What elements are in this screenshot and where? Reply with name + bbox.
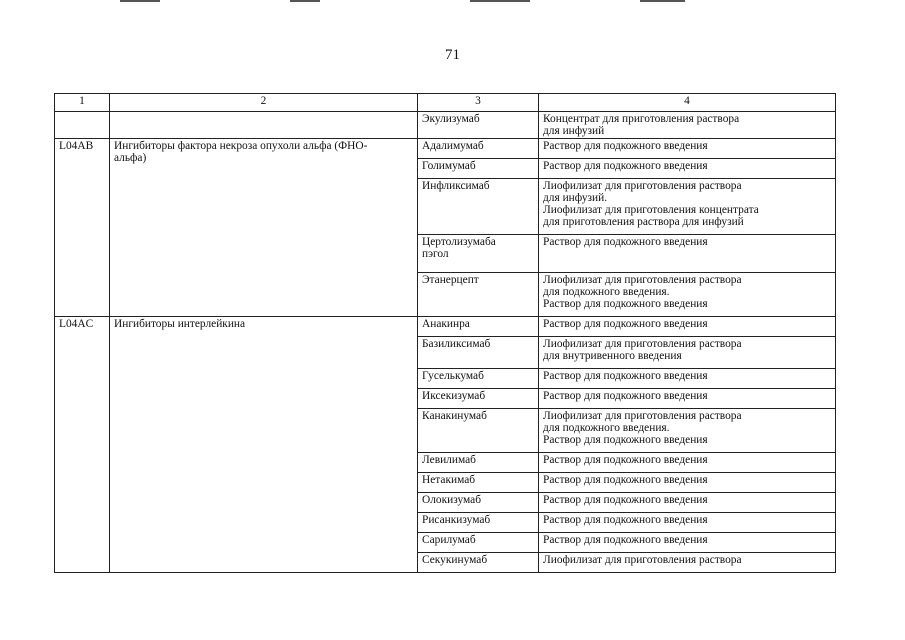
drug-name-cell: Голимумаб [418,159,539,179]
dosage-form-cell: Лиофилизат для приготовления раствора для подкожного введения. Раствор для подкожного введения [539,409,836,453]
dosage-form-cell: Раствор для подкожного введения [539,369,836,389]
drug-name-cell: Инфликсимаб [418,179,539,235]
page-number: 71 [445,47,460,63]
drug-name-cell: Цертолизумаба пэгол [418,235,539,273]
table-header-row [55,94,836,112]
dosage-form-cell: Лиофилизат для приготовления раствора для подкожного введения. Раствор для подкожного введения [539,273,836,317]
dosage-form-cell: Раствор для подкожного введения [539,159,836,179]
drug-name-cell: Сарилумаб [418,533,539,553]
drug-name-cell: Нетакимаб [418,473,539,493]
group-name-cell: Ингибиторы фактора некроза опухоли альфа (ФНО- альфа) [110,139,418,317]
column-header: 1 [55,94,110,112]
drug-name-cell: Базиликсимаб [418,337,539,369]
drug-name-cell: Олокизумаб [418,493,539,513]
column-header: 2 [110,94,418,112]
drug-name-cell: Анакинра [418,317,539,337]
table-row [55,112,836,139]
drug-name-cell: Рисанкизумаб [418,513,539,533]
drug-name-cell: Иксекизумаб [418,389,539,409]
dosage-form-cell: Концентрат для приготовления раствора для инфузий [539,112,836,139]
dosage-form-cell: Раствор для подкожного введения [539,139,836,159]
drug-table [54,93,836,573]
drug-name-cell: Гуселькумаб [418,369,539,389]
dosage-form-cell: Раствор для подкожного введения [539,493,836,513]
table-row [55,139,836,159]
atc-code-cell: L04AC [55,317,110,573]
dosage-form-cell: Раствор для подкожного введения [539,317,836,337]
column-header: 3 [418,94,539,112]
drug-name-cell: Экулизумаб [418,112,539,139]
dosage-form-cell: Раствор для подкожного введения [539,453,836,473]
dosage-form-cell: Раствор для подкожного введения [539,389,836,409]
table-body [55,112,836,573]
scan-edge-mark [290,0,320,2]
drug-name-cell: Канакинумаб [418,409,539,453]
scan-edge-mark [640,0,685,2]
column-header: 4 [539,94,836,112]
dosage-form-cell: Лиофилизат для приготовления раствора для инфузий. Лиофилизат для приготовления концентрата для приготовления раствора для инфузий [539,179,836,235]
group-name-cell [110,112,418,139]
group-name-cell: Ингибиторы интерлейкина [110,317,418,573]
dosage-form-cell: Раствор для подкожного введения [539,513,836,533]
scan-edge-mark [470,0,530,2]
dosage-form-cell: Раствор для подкожного введения [539,473,836,493]
drug-name-cell: Левилимаб [418,453,539,473]
atc-code-cell [55,112,110,139]
drug-name-cell: Этанерцепт [418,273,539,317]
dosage-form-cell: Раствор для подкожного введения [539,235,836,273]
drug-name-cell: Секукинумаб [418,553,539,573]
atc-code-cell: L04AB [55,139,110,317]
dosage-form-cell: Лиофилизат для приготовления раствора для внутривенного введения [539,337,836,369]
scan-edge-mark [120,0,160,2]
dosage-form-cell: Раствор для подкожного введения [539,533,836,553]
dosage-form-cell: Лиофилизат для приготовления раствора [539,553,836,573]
table-row [55,317,836,337]
drug-name-cell: Адалимумаб [418,139,539,159]
